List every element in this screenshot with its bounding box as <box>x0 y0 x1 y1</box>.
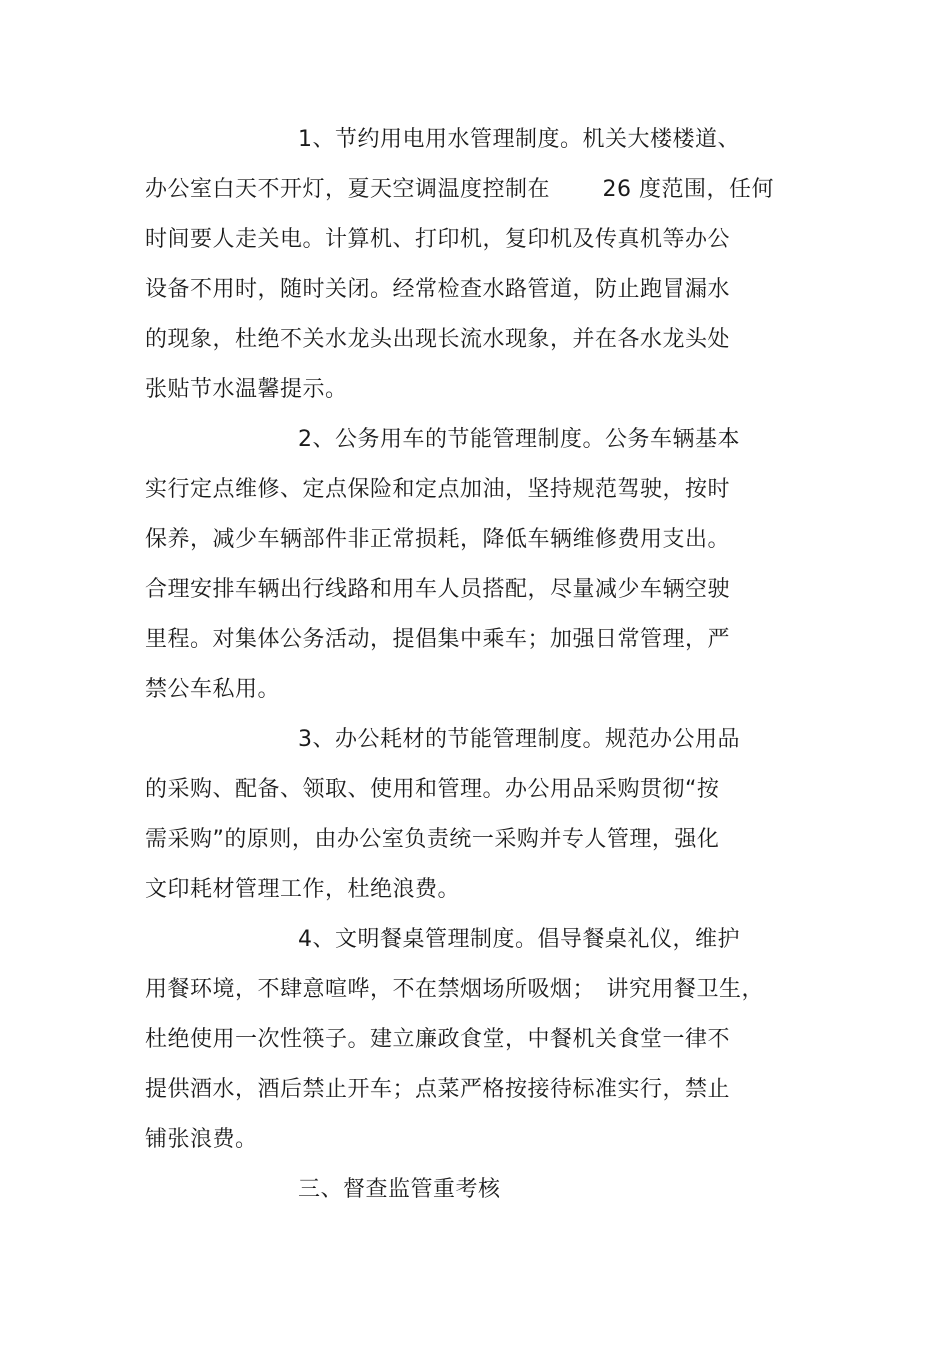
paragraph-1-line-1: 1、节约用电用水管理制度。机关大楼楼道、 <box>298 127 740 152</box>
paragraph-3-line-4: 文印耗材管理工作，杜绝浪费。 <box>145 877 461 902</box>
paragraph-4-line-4: 提供酒水，酒后禁止开车；点菜严格按接待标准实行，禁止 <box>145 1077 731 1102</box>
paragraph-3-line-1: 3、办公耗材的节能管理制度。规范办公用品 <box>298 727 740 752</box>
paragraph-2-line-6: 禁公车私用。 <box>145 677 281 702</box>
paragraph-1-line-6: 张贴节水温馨提示。 <box>145 377 348 402</box>
paragraph-1-line-5: 的现象，杜绝不关水龙头出现长流水现象，并在各水龙头处 <box>145 327 731 352</box>
paragraph-1-line-4: 设备不用时，随时关闭。经常检查水路管道，防止跑冒漏水 <box>145 277 731 302</box>
section-heading: 三、督查监管重考核 <box>298 1177 501 1202</box>
paragraph-2-line-1: 2、公务用车的节能管理制度。公务车辆基本 <box>298 427 740 452</box>
paragraph-2-line-3: 保养，减少车辆部件非正常损耗，降低车辆维修费用支出。 <box>145 527 731 552</box>
paragraph-3-line-3: 需采购”的原则，由办公室负责统一采购并专人管理，强化 <box>145 827 720 852</box>
paragraph-2-line-5: 里程。对集体公务活动，提倡集中乘车；加强日常管理，严 <box>145 627 731 652</box>
paragraph-1-line-3: 时间要人走关电。计算机、打印机，复印机及传真机等办公 <box>145 227 731 252</box>
paragraph-4-line-2: 用餐环境，不肆意喧哗，不在禁烟场所吸烟； 讲究用餐卫生， <box>145 977 765 1002</box>
paragraph-3-line-2: 的采购、配备、领取、使用和管理。办公用品采购贯彻“按 <box>145 777 720 802</box>
paragraph-2-line-2: 实行定点维修、定点保险和定点加油，坚持规范驾驶，按时 <box>145 477 731 502</box>
paragraph-2-line-4: 合理安排车辆出行线路和用车人员搭配，尽量减少车辆空驶 <box>145 577 731 602</box>
paragraph-1-line-2: 办公室白天不开灯，夏天空调温度控制在 26 度范围，任何 <box>145 177 774 202</box>
paragraph-4-line-5: 铺张浪费。 <box>145 1127 258 1152</box>
paragraph-4-line-1: 4、文明餐桌管理制度。倡导餐桌礼仪，维护 <box>298 927 740 952</box>
paragraph-4-line-3: 杜绝使用一次性筷子。建立廉政食堂，中餐机关食堂一律不 <box>145 1027 731 1052</box>
